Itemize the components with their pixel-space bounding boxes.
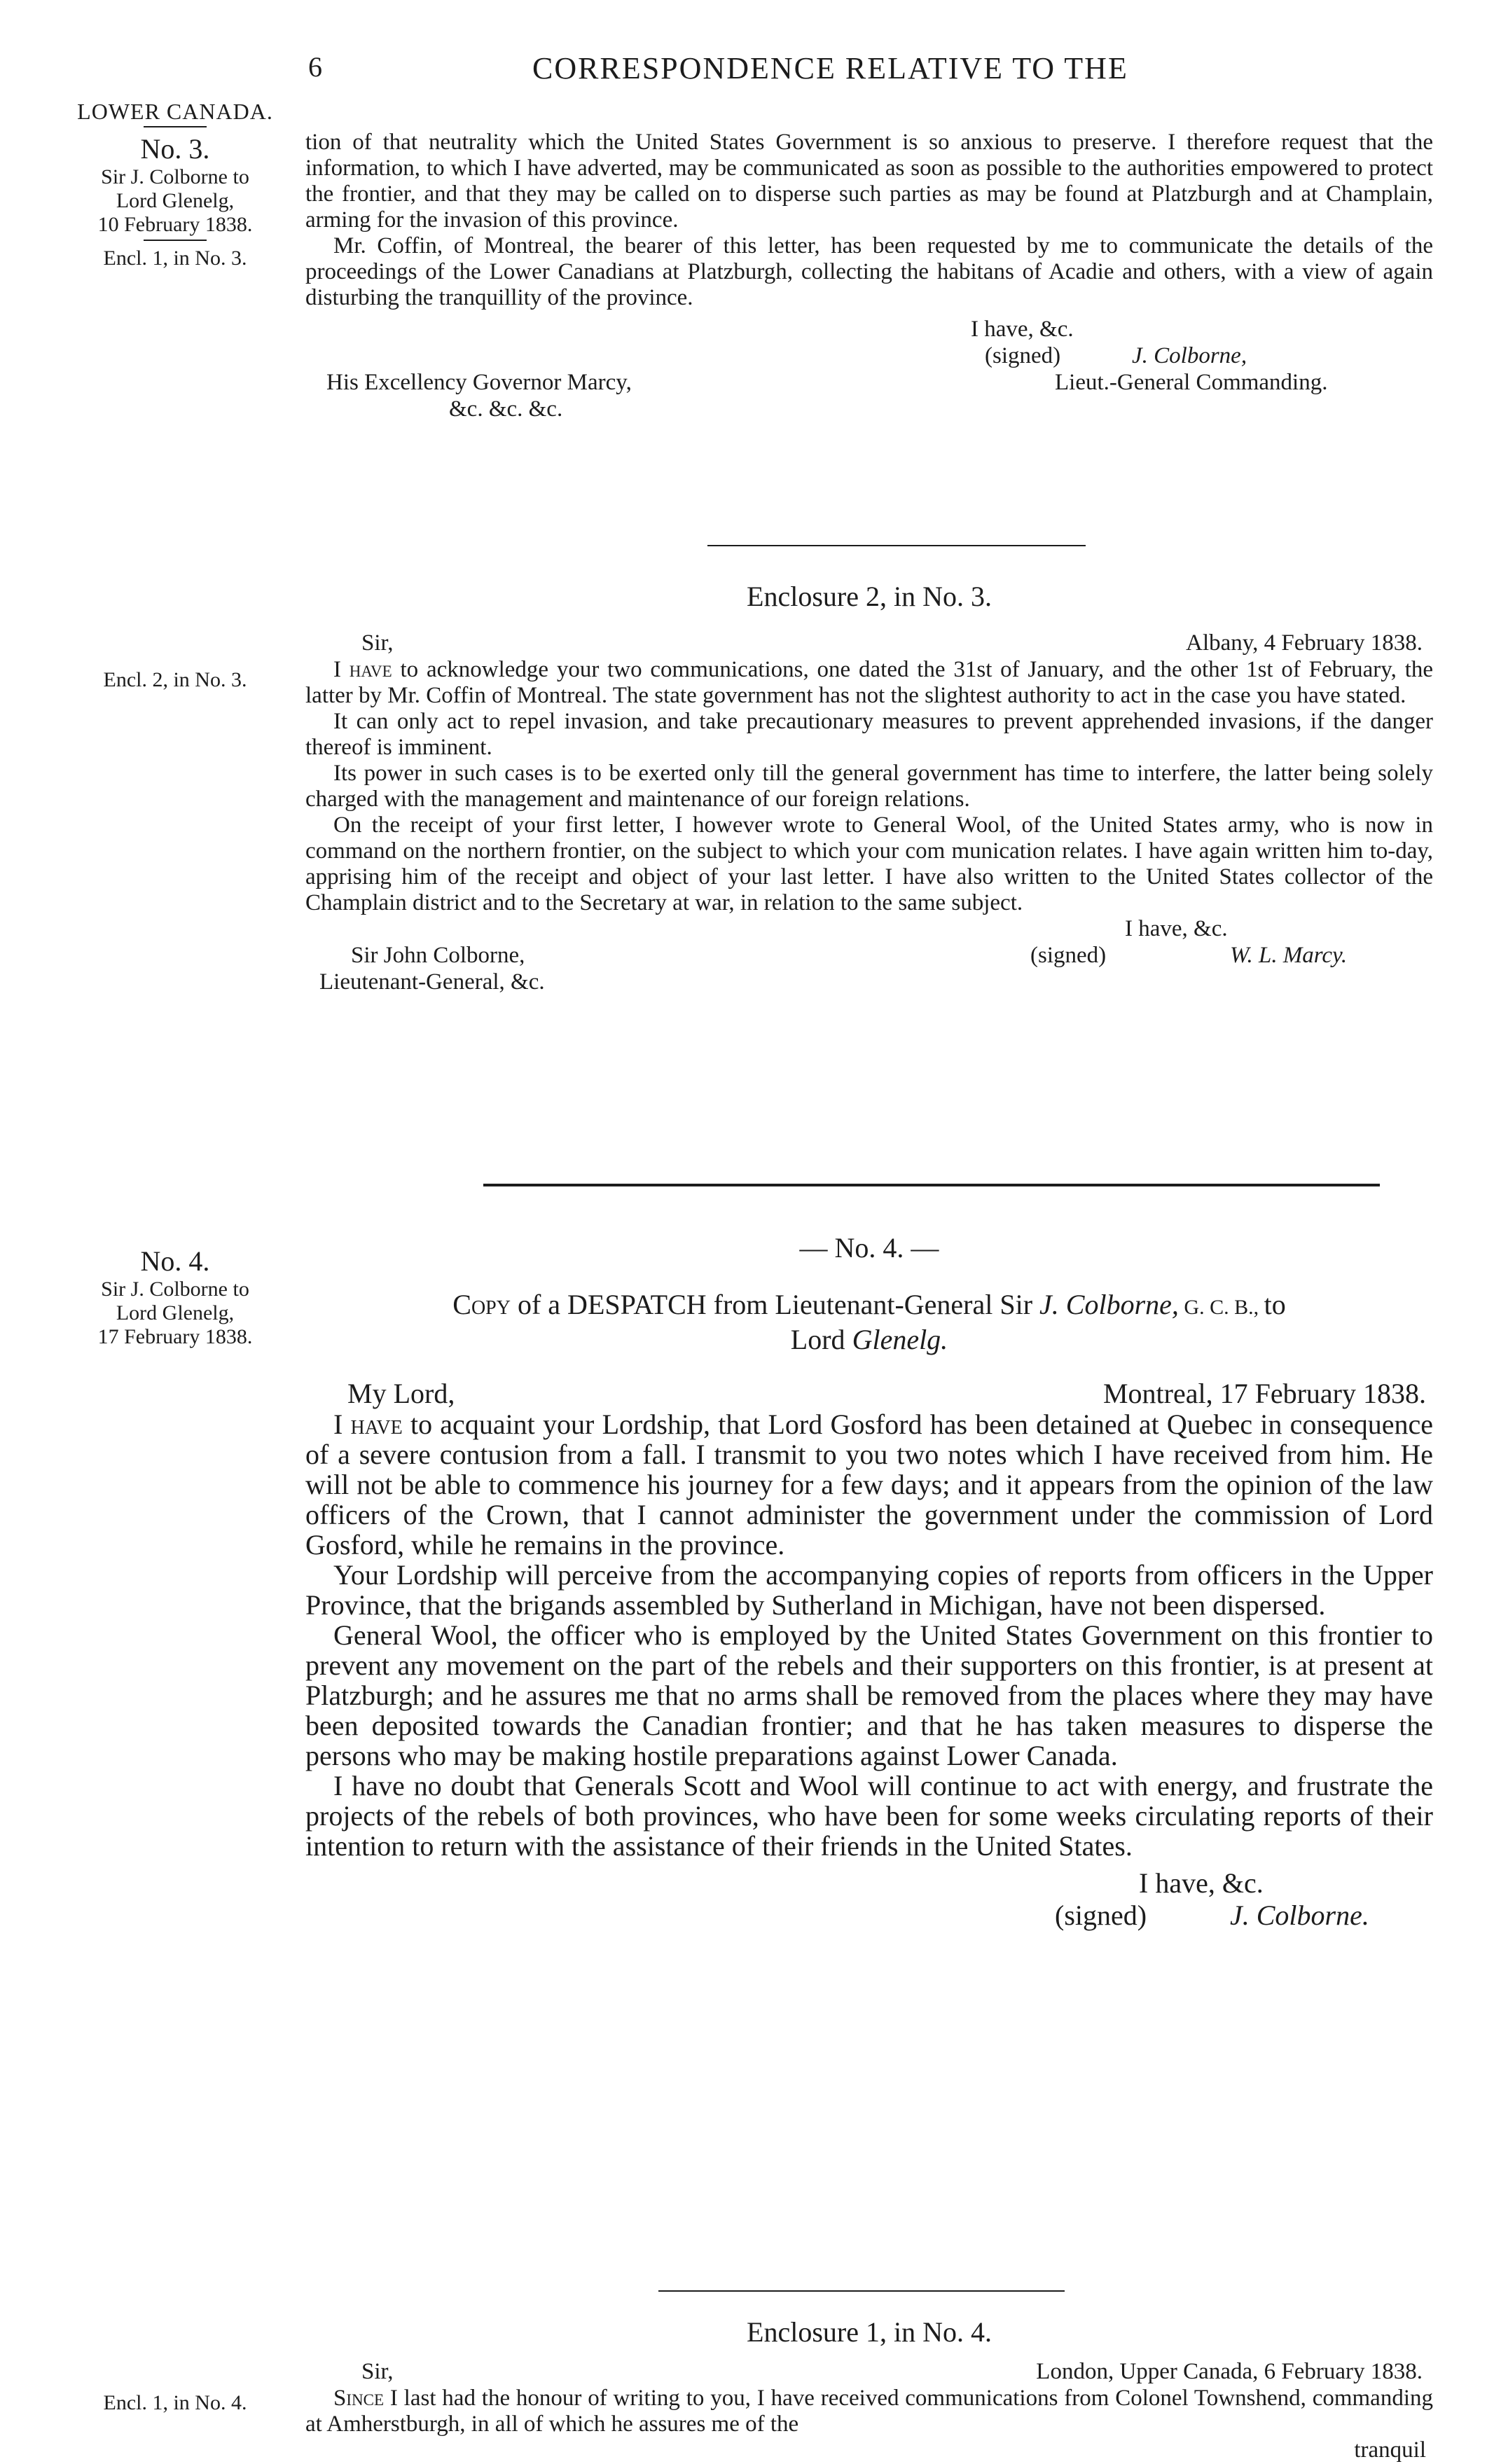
closing-row	[305, 1867, 1433, 1899]
letter-continuation	[305, 130, 1433, 423]
despatch-number: — No. 4. —	[799, 1232, 939, 1264]
enclosure-1-letter	[305, 2359, 1433, 2464]
salutation-row	[305, 630, 1433, 657]
paragraph: Its power in such cases is to be exerted only till the general government has time to interfere, the latter being solely charged with the management and maintenance of our foreign relations.	[305, 761, 1433, 812]
section-divider	[707, 545, 1086, 546]
signature-row	[305, 1899, 1433, 1931]
paragraph: I have to acquaint your Lordship, that Lord Gosford has been detained at Quebec in consequence of a severe contusion from a fall. I transmit to you two notes which I have received from him. He will not be able to commence his journey for a few days; and it appears from the opinion of the law officers of the Crown, that I cannot administer the government under the commission of Lord Gosford, while he remains in the province.	[305, 1409, 1433, 1560]
catchword: tranquil	[1354, 2437, 1426, 2463]
addressee-row	[305, 370, 1433, 396]
enclosure-2-letter	[305, 630, 1433, 996]
salutation: Sir,	[361, 2359, 394, 2384]
enclosure-heading: Enclosure 1, in No. 4.	[747, 2316, 992, 2348]
salutation-row	[305, 1377, 1433, 1409]
paragraph: Since I last had the honour of writing to you, I have received communications from Colonel Townshend, commanding at Amherstburgh, in all of which he assures me of the	[305, 2386, 1433, 2437]
paragraph: tion of that neutrality which the United States Government is so anxious to preserve. I therefore request that the information, to which I have adverted, may be communicated as soon as possible to the authorities empowered to protect the frontier, and that they may be called on to disperse such parties as may be found at Platzburgh and at Champlain, arming for the invasion of this province.	[305, 130, 1433, 233]
closing-row	[305, 317, 1433, 343]
addressee-title: Lieutenant-General, &c.	[319, 969, 545, 995]
signature-row	[305, 943, 1433, 969]
addressee: Sir John Colborne,	[351, 943, 525, 968]
salutation: My Lord,	[347, 1378, 455, 1409]
paragraph: On the receipt of your first letter, I however wrote to General Wool, of the United States army, who is now in command on the northern frontier, on the subject to which your com munication relates. I have again written him to-day, apprising him of the receipt and object of your last letter. I have also written to the United States collector of the Champlain district and to the Secretary at war, in relation to the same subject.	[305, 812, 1433, 915]
margin-divider	[144, 126, 207, 127]
signature: J. Colborne.	[1230, 1899, 1369, 1931]
signed-label: (signed)	[985, 343, 1061, 368]
margin-note-no4	[56, 1245, 294, 1349]
margin-enclosure-1-no4: Encl. 1, in No. 4.	[103, 2391, 247, 2414]
despatch-letter	[305, 1377, 1433, 1931]
running-title: CORRESPONDENCE RELATIVE TO THE	[532, 51, 1128, 85]
paragraph: It can only act to repel invasion, and take precautionary measures to prevent apprehended invasions, if the danger thereof is imminent.	[305, 709, 1433, 760]
margin-note-no3	[56, 99, 294, 270]
margin-number: No. 4.	[140, 1245, 210, 1277]
despatch-title: Copy of a DESPATCH from Lieutenant-General Sir J. Colborne, G. C. B., to Lord Glenelg.	[452, 1289, 1286, 1355]
signature: J. Colborne,	[1132, 343, 1247, 368]
paragraph: Your Lordship will perceive from the accompanying copies of reports from officers in the Upper Province, that the brigands assembled by Sutherland in Michigan, have not been dispersed.	[305, 1559, 1433, 1621]
closing: I have, &c.	[1125, 916, 1228, 941]
first-word: I have	[333, 657, 392, 682]
addressee-etc: &c. &c. &c.	[449, 396, 563, 422]
addressee-row	[305, 969, 1433, 996]
signature: W. L. Marcy.	[1230, 943, 1348, 968]
signer-title: Lieut.-General Commanding.	[1055, 370, 1328, 395]
enclosure-heading: Enclosure 2, in No. 3.	[747, 581, 992, 612]
margin-divider	[144, 240, 207, 241]
margin-line1: Sir J. Colborne to	[101, 1278, 249, 1301]
section-divider	[483, 1184, 1380, 1186]
place-date: Albany, 4 February 1838.	[1186, 630, 1423, 656]
page-number: 6	[308, 51, 322, 83]
margin-number: No. 3.	[140, 133, 210, 165]
running-header	[0, 50, 1494, 92]
place-date: Montreal, 17 February 1838.	[1102, 1378, 1426, 1409]
margin-enclosure-2: Encl. 2, in No. 3.	[103, 668, 247, 691]
signed-label: (signed)	[1030, 943, 1107, 968]
paragraph: General Wool, the officer who is employed by the United States Government on this frontier to prevent any movement on the part of the rebels and their supporters on this frontier, is at present at Platzburgh; and he assures me that no arms shall be removed from the places where they may have been deposited towards the Canadian frontier; and that he has taken measures to disperse the persons who may be making hostile preparations against Lower Canada.	[305, 1619, 1433, 1771]
first-word: I have	[333, 1409, 403, 1440]
closing-row	[305, 916, 1433, 943]
first-word: Since	[333, 2386, 385, 2411]
section-divider	[658, 2290, 1065, 2292]
margin-date: 17 February 1838.	[97, 1325, 253, 1348]
catchword-row	[305, 2437, 1433, 2464]
signed-label: (signed)	[1055, 1899, 1147, 1931]
paragraph: I have to acknowledge your two communications, one dated the 31st of January, and the other 1st of February, the latter by Mr. Coffin of Montreal. The state government has not the slightest authority to act in the case you have stated.	[305, 657, 1434, 708]
addressee: His Excellency Governor Marcy,	[326, 370, 632, 395]
salutation: Sir,	[361, 630, 394, 656]
addressee-row	[305, 396, 1433, 423]
margin-region: LOWER CANADA.	[77, 99, 273, 124]
margin-line1: Sir J. Colborne to	[101, 165, 249, 188]
margin-line2: Lord Glenelg,	[116, 1301, 235, 1324]
margin-enclosure: Encl. 1, in No. 3.	[103, 247, 247, 270]
place-date: London, Upper Canada, 6 February 1838.	[1036, 2359, 1423, 2384]
paragraph: I have no doubt that Generals Scott and Wool will continue to act with energy, and frustrate the projects of the rebels of both provinces, who have been for some weeks circulating reports of their intention to return with the assistance of their friends in the United States.	[305, 1770, 1433, 1862]
salutation-row	[305, 2359, 1433, 2386]
signature-row	[305, 343, 1433, 370]
margin-date: 10 February 1838.	[97, 213, 253, 236]
closing: I have, &c.	[1139, 1867, 1264, 1899]
closing: I have, &c.	[971, 317, 1074, 342]
paragraph: Mr. Coffin, of Montreal, the bearer of this letter, has been requested by me to communicate the details of the proceedings of the Lower Canadians at Platzburgh, collecting the habitans of Acadie and others, with a view of again disturbing the tranquillity of the province.	[305, 233, 1433, 310]
margin-line2: Lord Glenelg,	[116, 189, 235, 212]
